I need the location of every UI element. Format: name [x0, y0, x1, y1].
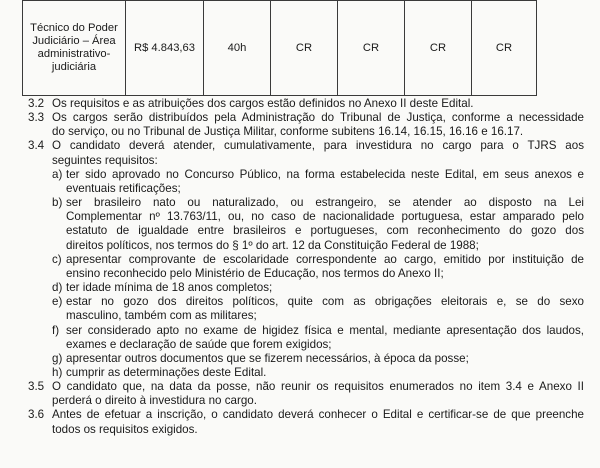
item-3-2	[28, 97, 584, 111]
subitem-a	[52, 168, 584, 196]
subitem-text-line: direitos políticos, nos termos do § 1º do art. 12 da Constituição Federal de 1988;	[66, 238, 479, 252]
subitem-d	[52, 281, 584, 295]
item-text-line: seguintes requisitos:	[52, 153, 158, 167]
item-text-line: O candidato deverá atender, cumulativamente, para investidura no cargo para o TJRS aos	[52, 139, 584, 153]
item-3-4	[28, 139, 584, 167]
item-number: 3.6	[28, 408, 45, 422]
subitem-c	[52, 253, 584, 281]
subitem-text-line: masculino, também com as militares;	[66, 309, 257, 323]
item-3-5	[28, 380, 584, 408]
subitem-text-line: Complementar nº 13.763/11, ou, no caso de nacionalidade portuguesa, estar amparado pelo	[66, 210, 584, 224]
subitem-f	[52, 324, 584, 352]
subitem-text-line: apresentar comprovante de escolaridade correspondente ao cargo, emitido por instituição de	[66, 252, 584, 266]
cargo-name-line: administrativo-	[37, 48, 111, 60]
subitem-letter: h)	[52, 365, 63, 379]
subitem-text-line: estar no gozo dos direitos políticos, quite com as obrigações eleitorais e, se do sexo	[66, 295, 584, 309]
subitem-b	[52, 196, 584, 253]
subitem-letter: b)	[52, 196, 63, 210]
subitem-text-line: ter idade mínima de 18 anos completos;	[66, 281, 273, 295]
item-3-3	[28, 111, 584, 139]
salary-cell: R$ 4.843,63	[126, 1, 204, 96]
cargo-table	[22, 0, 537, 96]
item-text: Os requisitos e as atribuições dos cargos estão definidos no Anexo II deste Edital.	[52, 97, 474, 110]
cargo-name-cell	[23, 1, 126, 96]
subitem-text-line: ter sido aprovado no Concurso Público, na forma estabelecida neste Edital, em seus anexos e	[66, 167, 584, 181]
item-number: 3.2	[28, 97, 45, 110]
subitem-letter: g)	[52, 351, 63, 365]
item-text-line: do serviço, ou no Tribunal de Justiça Militar, conforme subitens 16.14, 16.15, 16.16 e 16.17.	[52, 125, 524, 139]
item-text-line: O candidato que, na data da posse, não reunir os requisitos enumerados no item 3.4 e Anexo II	[52, 380, 584, 394]
subitem-e	[52, 295, 584, 323]
subitem-text-line: ser brasileiro nato ou naturalizado, ou estrangeiro, se atender ao disposto na Lei	[66, 196, 584, 210]
subitem-letter: a)	[52, 167, 63, 181]
item-number: 3.3	[28, 111, 45, 125]
item-text-line: Os cargos serão distribuídos pela Administração do Tribunal de Justiça, conforme a necessidade	[52, 111, 584, 125]
item-number: 3.5	[28, 380, 45, 394]
cr-cell: CR	[271, 1, 338, 96]
subitem-letter: e)	[52, 295, 63, 309]
subitem-text-line: eventuais retificações;	[66, 181, 181, 195]
subitem-letter: f)	[52, 323, 60, 337]
subitem-text-line: exames e declaração de saúde que forem exigidos;	[66, 337, 332, 351]
subitem-h	[52, 366, 584, 380]
cr-cell: CR	[472, 1, 537, 96]
cr-cell: CR	[338, 1, 405, 96]
subitem-text-line: ensino reconhecido pelo Ministério de Educação, nos termos do Anexo II;	[66, 266, 444, 280]
subitem-g	[52, 352, 584, 366]
item-text-line: perderá o direito à investidura no cargo.	[52, 394, 257, 408]
cr-cell: CR	[405, 1, 472, 96]
subitem-text-line: apresentar outros documentos que se fizerem necessários, à época da posse;	[66, 351, 469, 365]
subitem-letter: c)	[52, 252, 62, 266]
cargo-name-line: judiciária	[51, 61, 97, 73]
item-text-line: todos os requisitos exigidos.	[52, 422, 198, 436]
edital-items	[28, 97, 584, 437]
subitem-text-line: estatuto de igualdade entre brasileiros e portugueses, com reconhecimento do gozo dos	[66, 224, 584, 238]
subitem-text-line: ser considerado apto no exame de higidez física e mental, mediante apresentação dos laudos,	[66, 323, 584, 337]
subitem-letter: d)	[52, 281, 63, 295]
item-text-line: Antes de efetuar a inscrição, o candidato deverá conhecer o Edital e certificar-se de que preenche	[52, 408, 584, 422]
subitem-text-line: cumprir as determinações deste Edital.	[66, 365, 267, 379]
item-number: 3.4	[28, 139, 45, 153]
table-row	[23, 1, 537, 96]
cargo-name-line: Técnico do Poder	[30, 22, 118, 34]
item-3-6	[28, 408, 584, 436]
cargo-name-line: Judiciário – Área	[32, 35, 116, 47]
hours-cell: 40h	[204, 1, 271, 96]
